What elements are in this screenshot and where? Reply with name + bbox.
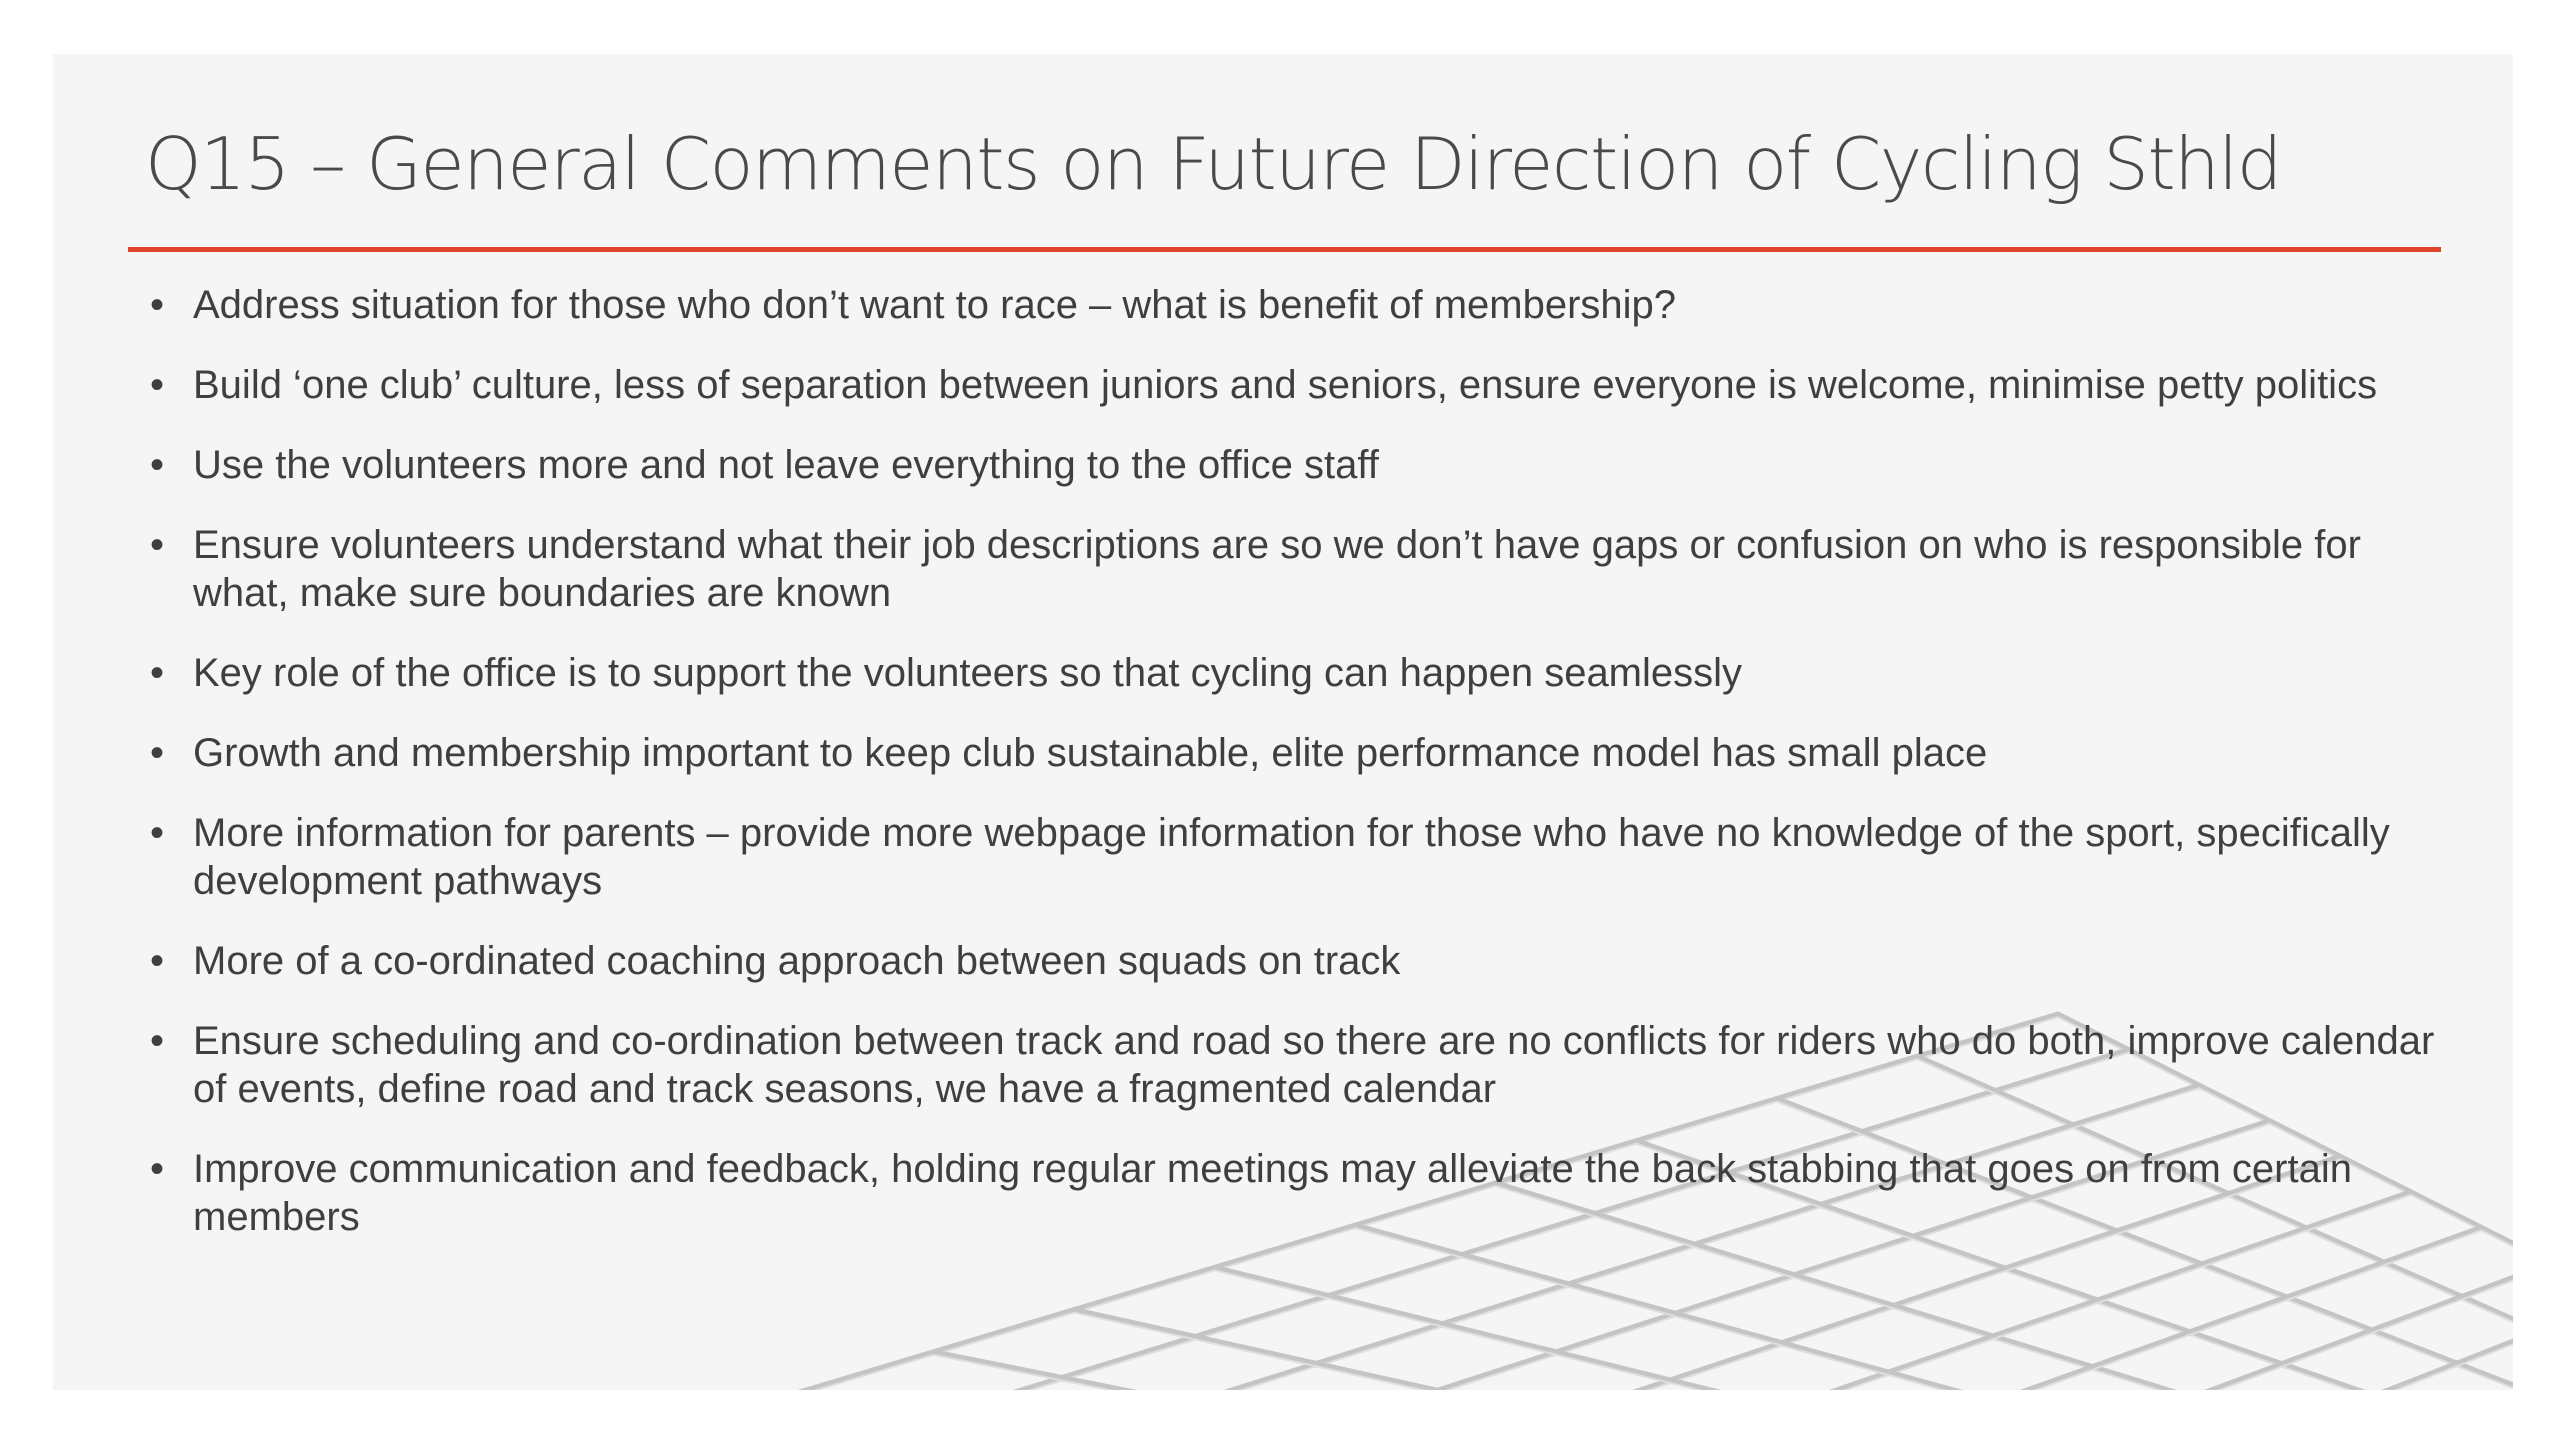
bullet-list [145,281,2445,1273]
bullet-item [145,1017,2445,1113]
bullet-text: More information for parents – provide more webpage information for those who have no knowledge of the sport, specifically development pathways [193,811,2390,903]
bullet-text: Improve communication and feedback, holding regular meetings may alleviate the back stabbing that goes on from certain members [193,1147,2352,1239]
bullet-item [145,809,2445,905]
bullet-item [145,729,2445,777]
grid-line [934,1355,2089,1390]
bullet-dot-icon: • [149,811,164,855]
bullet-item [145,361,2445,409]
title-underline [128,247,2441,252]
bullet-dot-icon: • [149,523,164,567]
bullet-item [145,281,2445,329]
bullet-text: Address situation for those who don’t want to race – what is benefit of membership? [193,283,1677,327]
bullet-dot-icon: • [149,363,164,407]
bullet-dot-icon: • [149,651,164,695]
grid-line [1215,1267,2240,1390]
bullet-item [145,937,2445,985]
bullet-dot-icon: • [149,283,164,327]
bullet-dot-icon: • [149,1147,164,1191]
bullet-text: More of a co-ordinated coaching approach between squads on track [193,939,1401,983]
grid-line [934,1352,2089,1390]
bullet-dot-icon: • [149,939,164,983]
bullet-dot-icon: • [149,1019,164,1063]
bullet-item [145,649,2445,697]
grid-line [1074,1310,2164,1390]
bullet-text: Use the volunteers more and not leave everything to the office staff [193,443,1379,487]
bullet-dot-icon: • [149,443,164,487]
slide-title: Q15 – General Comments on Future Direction of Cycling Sthld [145,122,2282,206]
grid-line [1877,1301,2513,1390]
slide-canvas [53,54,2513,1390]
grid-line [1742,1266,2513,1390]
bullet-text: Build ‘one club’ culture, less of separation between juniors and seniors, ensure everyone is welcome, minimise petty politics [193,363,2378,407]
bullet-item [145,521,2445,617]
grid-line [1877,1298,2513,1390]
bullet-item [145,1145,2445,1241]
grid-line [2013,1337,2513,1390]
grid-line [1074,1313,2164,1390]
bullet-text: Growth and membership important to keep club sustainable, elite performance model has small place [193,731,1988,775]
grid-line [1215,1270,2240,1390]
grid-line [2013,1334,2513,1390]
bullet-dot-icon: • [149,731,164,775]
bullet-text: Ensure volunteers understand what their job descriptions are so we don’t have gaps or confusion on who is responsible for what, make sure boundaries are known [193,523,2361,615]
bullet-text: Ensure scheduling and co-ordination between track and road so there are no conflicts for riders who do both, improve calendar of events, define road and track seasons, we have a fragmented calendar [193,1019,2435,1111]
grid-line [1742,1263,2513,1390]
bullet-text: Key role of the office is to support the volunteers so that cycling can happen seamlessly [193,651,1743,695]
bullet-item [145,441,2445,489]
